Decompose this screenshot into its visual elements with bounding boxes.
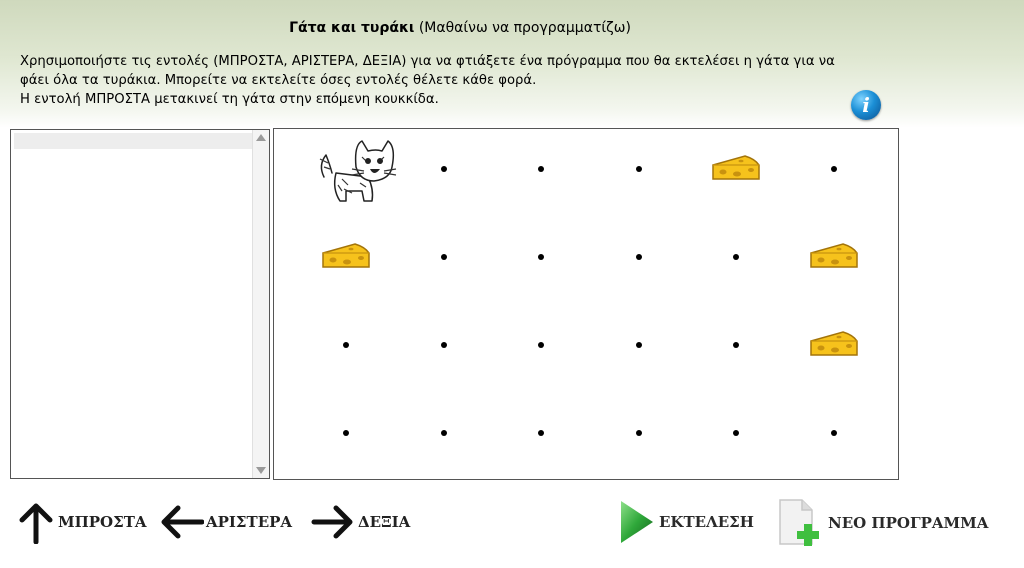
grid-dot	[636, 342, 642, 348]
game-board	[273, 128, 899, 480]
forward-button[interactable]	[16, 500, 147, 544]
grid-dot	[441, 342, 447, 348]
grid-dot	[831, 430, 837, 436]
title-bold: Γάτα και τυράκι	[289, 20, 415, 36]
instructions	[20, 52, 890, 109]
forward-label: ΜΠΡΟΣΤΑ	[58, 513, 147, 531]
instruction-line-2: φάει όλα τα τυράκια. Μπορείτε να εκτελείτε όσες εντολές θέλετε κάθε φορά.	[20, 73, 537, 88]
run-button[interactable]	[619, 498, 754, 546]
grid-dot	[441, 166, 447, 172]
left-label: ΑΡΙΣΤΕΡΑ	[206, 513, 293, 531]
run-label: ΕΚΤΕΛΕΣΗ	[659, 513, 754, 531]
cheese-icon	[711, 155, 761, 181]
grid-dot	[636, 166, 642, 172]
new-document-icon	[776, 498, 824, 548]
play-icon	[619, 499, 655, 545]
scroll-down-icon[interactable]	[256, 467, 266, 474]
arrow-right-icon	[310, 502, 356, 542]
grid-dot	[733, 342, 739, 348]
title-subtitle: (Μαθαίνω να προγραμματίζω)	[414, 20, 631, 36]
grid-dot	[733, 430, 739, 436]
info-icon[interactable]: i	[851, 90, 881, 120]
grid-dot	[538, 430, 544, 436]
scroll-up-icon[interactable]	[256, 134, 266, 141]
right-label: ΔΕΞΙΑ	[358, 513, 411, 531]
cat-icon	[316, 137, 398, 213]
grid-dot	[733, 254, 739, 260]
grid-dot	[831, 166, 837, 172]
program-list-scrollbar[interactable]	[252, 130, 269, 478]
grid-dot	[343, 430, 349, 436]
new-program-label: ΝΕΟ ΠΡΟΓΡΑΜΜΑ	[828, 514, 989, 532]
grid-dot	[538, 254, 544, 260]
program-list-row[interactable]	[14, 133, 254, 149]
grid-dot	[441, 430, 447, 436]
grid-dot	[343, 342, 349, 348]
grid-dot	[538, 342, 544, 348]
arrow-up-icon	[16, 500, 56, 544]
grid-dot	[538, 166, 544, 172]
page-title	[0, 20, 920, 36]
cheese-icon	[321, 243, 371, 269]
right-button[interactable]	[310, 500, 410, 544]
cheese-icon	[809, 243, 859, 269]
grid-dot	[636, 430, 642, 436]
new-program-button[interactable]	[776, 498, 988, 548]
grid-dot	[441, 254, 447, 260]
instruction-line-3: Η εντολή ΜΠΡΟΣΤΑ μετακινεί τη γάτα στην επόμενη κουκκίδα.	[20, 92, 439, 107]
grid-dot	[636, 254, 642, 260]
left-button[interactable]	[160, 500, 292, 544]
arrow-left-icon	[160, 502, 204, 542]
header-panel	[0, 0, 1024, 128]
program-list[interactable]	[10, 129, 270, 479]
instruction-line-1: Χρησιμοποιήστε τις εντολές (ΜΠΡΟΣΤΑ, ΑΡΙΣΤΕΡΑ, ΔΕΞΙΑ) για να φτιάξετε ένα πρόγραμμα που θα εκτελέσει η γάτα για να	[20, 54, 835, 69]
cheese-icon	[809, 331, 859, 357]
